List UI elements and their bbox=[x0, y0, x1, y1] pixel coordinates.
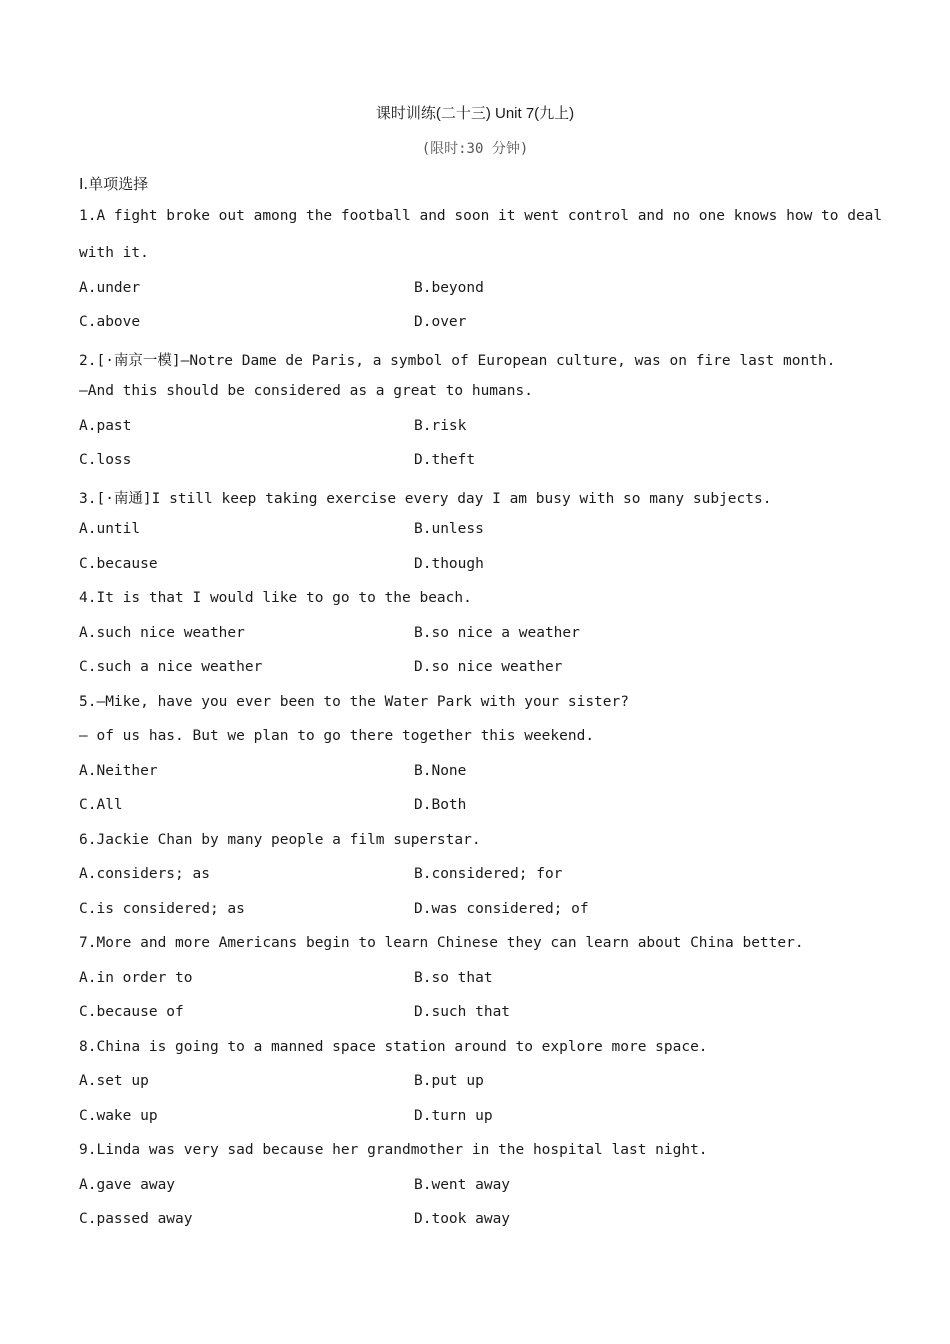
question-2-stem-line-1: 2.[·南京一模]—Notre Dame de Paris, a symbol of European culture, was on fire last month. bbox=[79, 353, 836, 369]
question-6-option-c: C.is considered; as bbox=[79, 901, 245, 917]
question-3-option-c: C.because bbox=[79, 556, 158, 572]
question-7-option-b: B.so that bbox=[414, 970, 493, 986]
question-8-option-d: D.turn up bbox=[414, 1108, 493, 1124]
question-6-option-a: A.considers; as bbox=[79, 866, 210, 882]
question-4-option-a: A.such nice weather bbox=[79, 625, 245, 641]
question-7-option-d: D.such that bbox=[414, 1004, 511, 1020]
question-2-option-d: D.theft bbox=[414, 452, 476, 468]
question-1-option-d: D.over bbox=[414, 314, 467, 330]
section-heading: Ⅰ.单项选择 bbox=[79, 175, 149, 193]
question-6-option-d: D.was considered; of bbox=[414, 901, 589, 917]
question-1-option-c: C.above bbox=[79, 314, 141, 330]
question-9-stem: 9.Linda was very sad because her grandmother in the hospital last night. bbox=[79, 1142, 708, 1158]
question-5-option-b: B.None bbox=[414, 763, 467, 779]
question-4-stem: 4.It is that I would like to go to the beach. bbox=[79, 590, 472, 606]
question-5-option-d: D.Both bbox=[414, 797, 467, 813]
question-9-option-a: A.gave away bbox=[79, 1177, 176, 1193]
page-title: 课时训练(二十三) Unit 7(九上) bbox=[375, 105, 575, 122]
question-2-option-c: C.loss bbox=[79, 452, 132, 468]
question-8-option-b: B.put up bbox=[414, 1073, 484, 1089]
question-3-option-a: A.until bbox=[79, 521, 141, 537]
question-3-option-b: B.unless bbox=[414, 521, 484, 537]
question-5-option-a: A.Neither bbox=[79, 763, 158, 779]
question-2-option-b: B.risk bbox=[414, 418, 467, 434]
question-1-option-b: B.beyond bbox=[414, 280, 484, 296]
question-1-stem-line-2: with it. bbox=[79, 245, 149, 261]
question-8-option-a: A.set up bbox=[79, 1073, 149, 1089]
question-9-option-b: B.went away bbox=[414, 1177, 511, 1193]
question-4-option-c: C.such a nice weather bbox=[79, 659, 263, 675]
question-6-option-b: B.considered; for bbox=[414, 866, 563, 882]
question-5-option-c: C.All bbox=[79, 797, 123, 813]
question-5-stem-line-1: 5.—Mike, have you ever been to the Water Park with your sister? bbox=[79, 694, 629, 710]
question-3-option-d: D.though bbox=[414, 556, 484, 572]
question-8-stem: 8.China is going to a manned space station around to explore more space. bbox=[79, 1039, 708, 1055]
question-3-stem: 3.[·南通]I still keep taking exercise every day I am busy with so many subjects. bbox=[79, 491, 772, 507]
question-1-stem-line-1: 1.A fight broke out among the football and soon it went control and no one knows how to deal bbox=[79, 208, 883, 224]
question-5-stem-line-2: — of us has. But we plan to go there together this weekend. bbox=[79, 728, 595, 744]
question-9-option-d: D.took away bbox=[414, 1211, 511, 1227]
question-2-stem-line-2: —And this should be considered as a great to humans. bbox=[79, 383, 533, 399]
question-4-option-d: D.so nice weather bbox=[414, 659, 563, 675]
question-1-option-a: A.under bbox=[79, 280, 141, 296]
question-4-option-b: B.so nice a weather bbox=[414, 625, 580, 641]
question-2-option-a: A.past bbox=[79, 418, 132, 434]
time-limit: (限时:30 分钟) bbox=[421, 141, 529, 157]
question-6-stem: 6.Jackie Chan by many people a film superstar. bbox=[79, 832, 481, 848]
question-7-option-c: C.because of bbox=[79, 1004, 184, 1020]
question-8-option-c: C.wake up bbox=[79, 1108, 158, 1124]
question-7-stem: 7.More and more Americans begin to learn Chinese they can learn about China better. bbox=[79, 935, 804, 951]
question-9-option-c: C.passed away bbox=[79, 1211, 193, 1227]
question-7-option-a: A.in order to bbox=[79, 970, 193, 986]
